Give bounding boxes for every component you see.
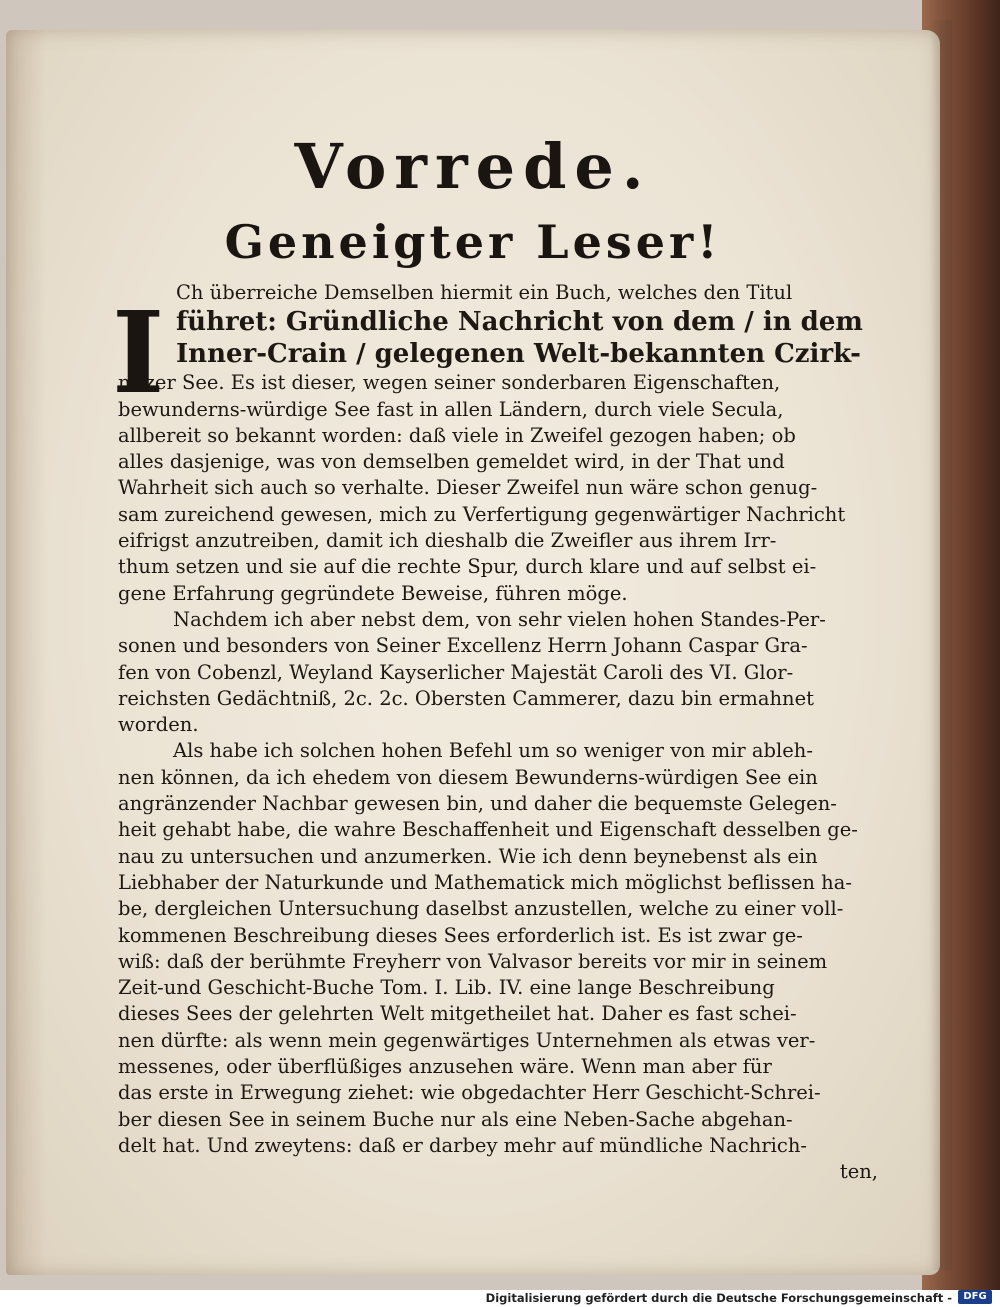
text-line: Liebhaber der Naturkunde und Mathematick mich möglichst beflissen ha- bbox=[118, 870, 852, 894]
dfg-logo: DFG bbox=[958, 1290, 992, 1304]
text-line: worden. bbox=[118, 713, 199, 737]
text-line: nitzer See. Es ist dieser, wegen seiner sonderbaren Eigenschaften, bbox=[118, 371, 781, 395]
text-line: messenes, oder überflüßiges anzusehen wäre. Wenn man aber für bbox=[118, 1055, 772, 1079]
text-line: wiß: daß der berühmte Freyherr von Valvasor bereits vor mir in seinem bbox=[118, 949, 828, 973]
text-line: be, dergleichen Untersuchung daselbst anzustellen, welche zu einer voll- bbox=[118, 897, 844, 921]
text-line: das erste in Erwegung ziehet: wie obgedachter Herr Geschicht-Schrei- bbox=[118, 1081, 821, 1105]
text-line: delt hat. Und zweytens: daß er darbey mehr auf mündliche Nachrich- bbox=[118, 1133, 807, 1157]
page-edge-shadow bbox=[930, 20, 952, 1270]
book-page bbox=[6, 30, 940, 1275]
salutation: Geneigter Leser! bbox=[224, 215, 722, 269]
text-line: alles dasjenige, was von demselben gemeldet wird, in der That und bbox=[118, 450, 785, 474]
text-line: thum setzen und sie auf die rechte Spur, durch klare und auf selbst ei- bbox=[118, 555, 817, 579]
text-line: bewunderns-würdige See fast in allen Ländern, durch viele Secula, bbox=[118, 397, 784, 421]
text-line: sonen und besonders von Seiner Excellenz Herrn Johann Caspar Gra- bbox=[118, 634, 808, 658]
text-line: allbereit so bekannt worden: daß viele in Zweifel gezogen haben; ob bbox=[118, 423, 796, 447]
text-line: Als habe ich solchen hohen Befehl um so weniger von mir ableh- bbox=[173, 739, 813, 763]
text-line: sam zureichend gewesen, mich zu Verfertigung gegenwärtiger Nachricht bbox=[118, 502, 846, 526]
text-line: nau zu untersuchen und anzumerken. Wie ich denn beynebenst als ein bbox=[118, 844, 818, 868]
text-line: führet: Gründliche Nachricht von dem / in dem bbox=[176, 307, 863, 338]
text-line: fen von Cobenzl, Weyland Kayserlicher Majestät Caroli des VI. Glor- bbox=[118, 660, 794, 684]
text-line: angränzender Nachbar gewesen bin, und daher die bequemste Gelegen- bbox=[118, 792, 837, 816]
text-line: nen dürfte: als wenn mein gegenwärtiges Unternehmen als etwas ver- bbox=[118, 1028, 816, 1052]
catchword: ten, bbox=[839, 1160, 878, 1184]
text-line: reichsten Gedächtniß, 2c. 2c. Obersten Cammerer, dazu bin ermahnet bbox=[118, 686, 814, 710]
text-line: Ch überreiche Demselben hiermit ein Buch, welches den Titul bbox=[176, 281, 793, 304]
text-line: Zeit-und Geschicht-Buche Tom. I. Lib. IV. eine lange Beschreibung bbox=[118, 976, 775, 1000]
funding-notice: Digitalisierung gefördert durch die Deutsche Forschungsgemeinschaft - bbox=[485, 1291, 952, 1305]
text-line: gene Erfahrung gegründete Beweise, führen möge. bbox=[118, 581, 628, 605]
text-line: dieses Sees der gelehrten Welt mitgetheilet hat. Daher es fast schei- bbox=[118, 1002, 797, 1026]
text-line: eifrigst anzutreiben, damit ich dieshalb die Zweifler aus ihrem Irr- bbox=[118, 529, 777, 553]
text-line: ber diesen See in seinem Buche nur als eine Neben-Sache abgehan- bbox=[118, 1107, 793, 1131]
page-title: Vorrede. bbox=[294, 130, 652, 203]
text-line: kommenen Beschreibung dieses Sees erforderlich ist. Es ist zwar ge- bbox=[118, 923, 803, 947]
text-line: Inner-Crain / gelegenen Welt-bekannten Czirk- bbox=[176, 339, 861, 370]
text-line: nen können, da ich ehedem von diesem Bewunderns-würdigen See ein bbox=[118, 765, 818, 789]
body-text bbox=[112, 280, 878, 1186]
text-line: Wahrheit sich auch so verhalte. Dieser Zweifel nun wäre schon genug- bbox=[118, 476, 818, 500]
drop-cap: I bbox=[112, 288, 165, 419]
text-line: heit gehabt habe, die wahre Beschaffenheit und Eigenschaft desselben ge- bbox=[118, 818, 858, 842]
text-line: Nachdem ich aber nebst dem, von sehr vielen hohen Standes-Per- bbox=[173, 607, 826, 631]
